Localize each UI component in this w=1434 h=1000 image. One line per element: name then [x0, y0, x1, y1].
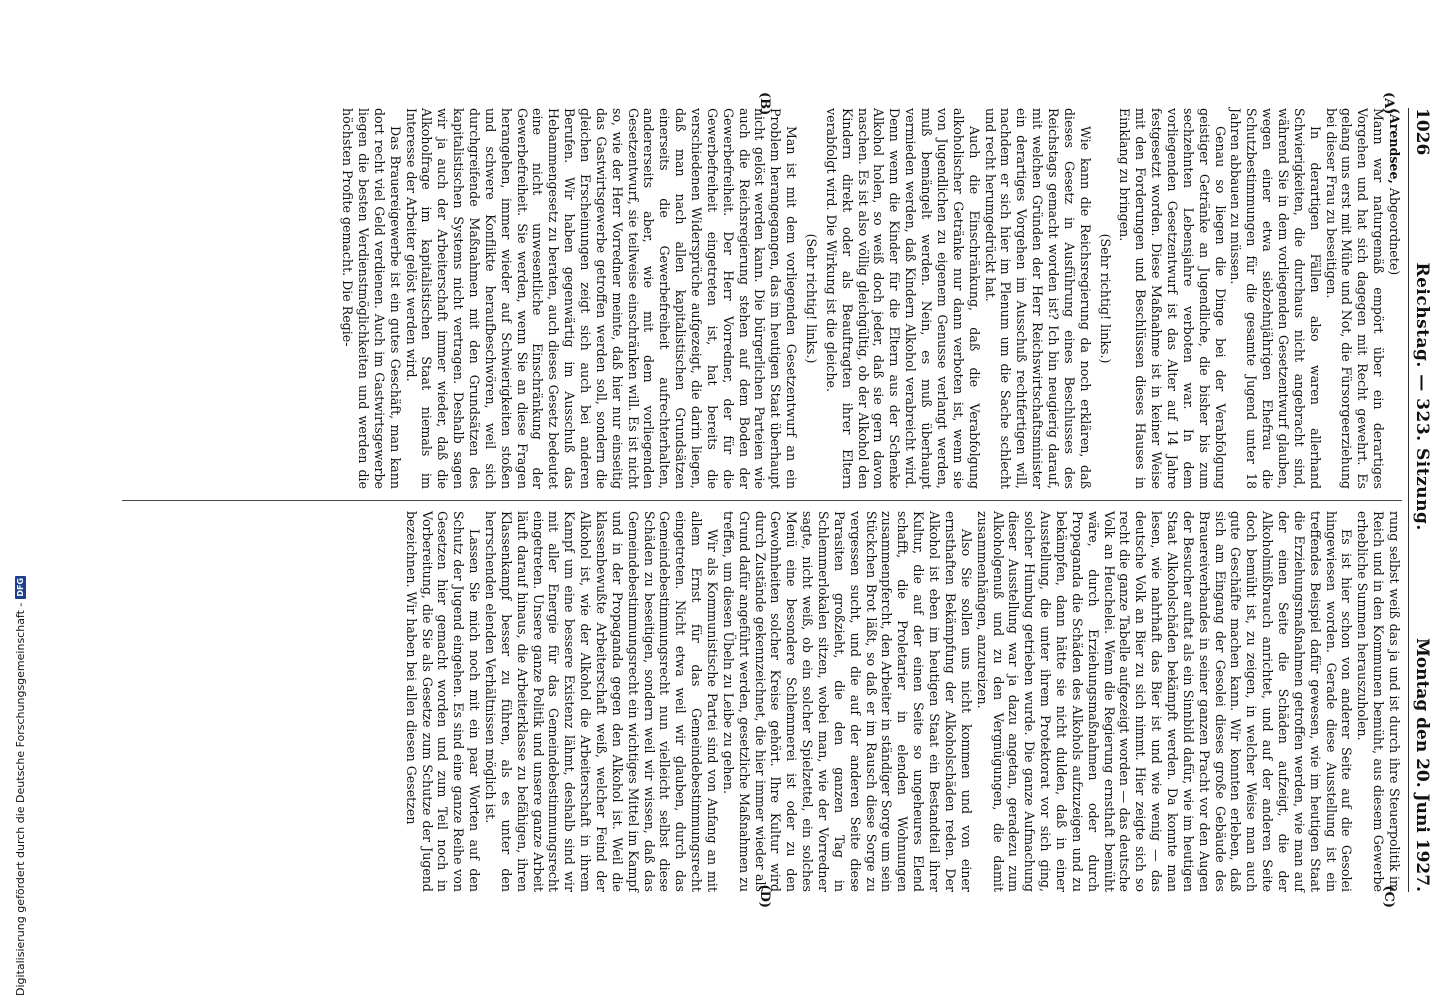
margin-marker-d: (D): [757, 884, 772, 908]
paragraph: Es ist hier schon von anderer Seite auf die Gesolei hingewiesen worden. Gerade diese Ausstellung ist ein treffendes Beispiel dafür gewesen, wie im heutigen Staat die Erziehungsmaßnahmen getroffen werden, wie man auf der einen Seite die Schäden aufzeigt, die der Alkoholmißbrauch anrichtet, und auf der anderen Seite doch bemüht ist, zu zeigen, in welcher Weise man auch gute Geschäfte machen kann. Wir konnten erleben, daß sich am Eingang der Gesolei dieses große Gebäude des Brauereiverbandes in seiner ganzen Pracht vor den Augen der Besucher auftat als ein Sinnbild dafür, wie im heutigen Staat Alkoholschäden bekämpft werden. Da konnte man lesen, wie nahrhaft das Bier ist und wie wenig — das deutsche Volk an Bier zu sich nimmt. Hier zeigte sich so recht die ganze Tabelle aufgezeigt worden — das deutsche Volk an Heuchelei. Wenn die Regierung ernsthaft bemüht wäre, durch Erziehungsmaßnahmen oder durch Propaganda die Schäden des Alkohols aufzuzeigen und zu bekämpfen, dann hätte sie nicht dulden, daß in einer Ausstellung, die unter ihrem Protektorat vor sich ging, solcher Humbug getrieben wurde. Die ganze Aufmachung dieser Ausstellung war ja dazu angetan, geradezu zum Alkoholgenuß und zu den Vergnügungen, die damit zusammenhängen, anzureizen.: [974, 511, 1355, 892]
margin-marker-b: (B): [757, 92, 772, 116]
paragraph: Das Brauereigewerbe ist ein gutes Geschäft, man kann dort recht viel Geld verdienen. Auch im Gastwirtsgewerbe liegen die besten Verdienstmöglichkeiten und werden die höchsten Profite gemacht. Die Regie-: [340, 108, 403, 489]
paragraph: Wie kann die Reichsregierung da noch erklären, daß dieses Gesetz in Ausführung eines Beschlusses des Reichstags gemacht worden ist? Ich bin neugierig darauf, mit welchen Gründen der Herr Reichswirtschaftsminister ein derartiges Vorgehen im Ausschuß rechtfertigen will, nachdem er sich hier im Plenum um die Sache schlecht und recht herumgedrückt hat.: [982, 108, 1093, 489]
rotated-document-page: [94, 90, 1434, 910]
paragraph: In derartigen Fällen also waren allerhand Schwierigkeiten, die durchaus nicht angebracht sind, während Sie in dem vorliegenden Gesetzentwurf glauben, wegen einer etwa siebzehnjährigen Ehefrau die Schutzbestimmungen für die gesamte Jugend unter 18 Jahren abbauen zu müssen.: [1228, 108, 1323, 489]
page-number: 1026: [1412, 108, 1432, 156]
speaker-name: (Arendsee,: [1387, 108, 1402, 184]
paragraph: rung selbst weiß das ja und ist durch ihre Steuerpolitik im Reich und in den Kommunen bemüht, aus diesem Gewerbe erhebliche Summen herauszuholen.: [1355, 511, 1402, 892]
session-title: Reichstag. — 323. Sitzung.: [1412, 262, 1432, 531]
dfg-logo: DFG: [16, 577, 25, 597]
paragraph: Also Sie sollen uns nicht kommen und von einer ernsthaften Bekämpfung der Alkoholschäden reden. Der Alkohol ist eben im heutigen Staat ein Bestandteil ihrer Kultur, die auf der einen Seite so ungeheures Elend schafft, die Proletarier in elenden Wohnungen zusammenpfercht, den Arbeiter in ständiger Sorge um sein Stückchen Brot läßt, so daß er im Rausch diese Sorge zu vergessen sucht, und die auf der anderen Seite diese Parasiten großzieht, die den ganzen Tag in Schlemmerlokalen sitzen, wobei man, wie der Vorredner sagte, nicht weiß, ob ein solcher Spielzettel, ein solches Menü eine besondere Schlemmerei ist oder zu den Gewohnheiten solcher Kreise gehört. Ihre Kultur wird durch Zustände gekennzeichnet, die hier immer wieder als Grund dafür angeführt werden, gesetzliche Maßnahmen zu treffen, um diesen Übeln zu Leibe zu gehen.: [720, 511, 974, 892]
interjection: (Sehr richtig! links.): [1097, 233, 1113, 364]
speaker-role: Abgeordnete): [1387, 187, 1402, 276]
speaker-line: [1386, 108, 1402, 489]
paragraph: Man ist mit dem vorliegenden Gesetzentwurf an ein Problem herangegangen, das im heutigen Staat überhaupt nicht gelöst werden kann. Die bürgerlichen Parteien wie auch die Reichsregierung stehen auf dem Boden der Gewerbefreiheit. Der Herr Vorredner, der für die Gewerbefreiheit eingetreten ist, hat bereits die verschiedenen Widersprüche aufgezeigt, die darin liegen, daß man nach allen kapitalistischen Grundsätzen einerseits die Gewerbefreiheit aufrechterhalten, andererseits aber, wie mit dem vorliegenden Gesetzentwurf, sie teilweise einschränken will. Es ist nicht so, wie der Herr Vorredner meinte, daß hier nur einseitig das Gastwirtsgewerbe getroffen werden soll, sondern die gleichen Erscheinungen zeigt sich auch bei anderen Berufen. Wir haben gegenwärtig im Ausschuß das Hebammengesetz zu beraten, auch dieses Gesetz bedeutet eine nicht unwesentliche Einschränkung der Gewerbefreiheit. Sie werden, wenn Sie an diese Fragen herangehen, immer wieder auf Schwierigkeiten stoßen und schwere Konflikte heraufbeschwören, weil sich durchgreifende Maßnahmen mit den Grundsätzen des kapitalistischen Systems nicht vertragen. Deshalb sagen wir ja auch der Arbeiterschaft immer wieder, daß die Alkoholfrage im kapitalistischen Staat niemals im Interesse der Arbeiter gelöst werden wird.: [403, 108, 800, 489]
right-column: [112, 511, 1402, 908]
paragraph: Lassen Sie mich noch mit ein paar Worten auf den Schutz der Jugend eingehen. Es sind eine ganze Reihe von Gesetzen hier gemacht worden und zum Teil noch in Vorbereitung, die Sie als Gesetze zum Schutze der Jugend bezeichnen. Wir haben bei allen diesen Gesetzen: [403, 511, 483, 892]
paragraph: Auch die Einschränkung, daß die Verabfolgung alkoholischer Getränke nur dann verboten ist, wenn sie von Jugendlichen zu eigenem Genusse verlangt werden, muß bemängelt werden. Nein, es muß überhaupt vermieden werden, daß Kindern Alkohol verabreicht wird. Denn wenn die Kinder für die Eltern aus der Schenke Alkohol holen, so weiß doch jeder, daß sie gern davon naschen. Es ist also völlig gleichgültig, ob der Alkohol den Kindern direkt oder als Beauftragten ihrer Eltern verabfolgt wird. Die Wirkung ist die gleiche.: [823, 108, 982, 489]
margin-marker-c: (C): [1381, 885, 1396, 908]
margin-marker-a: (A): [1381, 92, 1396, 115]
paragraph: Genau so liegen die Dinge bei der Verabfolgung geistiger Getränke an Jugendliche, die bisher bis zum sechzehnten Lebensjahre verboten war. In dem vorliegenden Gesetzentwurf ist das Alter auf 14 Jahre festgesetzt worden. Diese Maßnahme ist in keiner Weise mit den Forderungen und Beschlüssen dieses Hauses in Einklang zu bringen.: [1117, 108, 1228, 489]
credit-text: Digitalisierung gefördert durch die Deutsche Forschungsgemeinschaft -: [14, 602, 27, 996]
paragraph: Mann war naturgemäß empört über ein derartiges Vorgehen und hat sich dagegen mit Recht gewehrt. Es gelang uns erst mit Mühe und Not, die Fürsorgeerziehung bei dieser Frau zu beseitigen.: [1323, 108, 1387, 489]
digitization-credit: [14, 576, 27, 996]
paragraph: Wir als Kommunistische Partei sind von Anfang an mit allem Ernst für das Gemeindebestimmungsrecht eingetreten. Nicht etwa weil wir glauben, durch das Gemeindebestimmungsrecht nun vielleicht selbst diese Schäden zu beseitigen, sondern weil wir wissen, daß das Gemeindebestimmungsrecht ein wichtiges Mittel im Kampf und in der Propaganda gegen den Alkohol ist. Weil die klassenbewußte Arbeiterschaft weiß, welcher Feind der Alkohol ist, wie der Alkohol die Arbeiterschaft in ihrem Kampf um eine bessere Existenz lähmt, deshalb sind wir mit aller Energie für das Gemeindebestimmungsrecht eingetreten. Unsere ganze Politik und unsere ganze Arbeit läuft darauf hinaus, die Arbeiterklasse zu befähigen, ihren Klassenkampf besser zu führen, als es unter den herrschenden elenden Verhältnissen möglich ist.: [483, 511, 721, 892]
session-date: Montag den 20. Juni 1927.: [1412, 637, 1432, 892]
text-columns: [112, 92, 1402, 908]
interjection: (Sehr richtig! links.): [804, 233, 820, 364]
page-header: [1408, 108, 1434, 892]
left-column: [112, 92, 1402, 489]
